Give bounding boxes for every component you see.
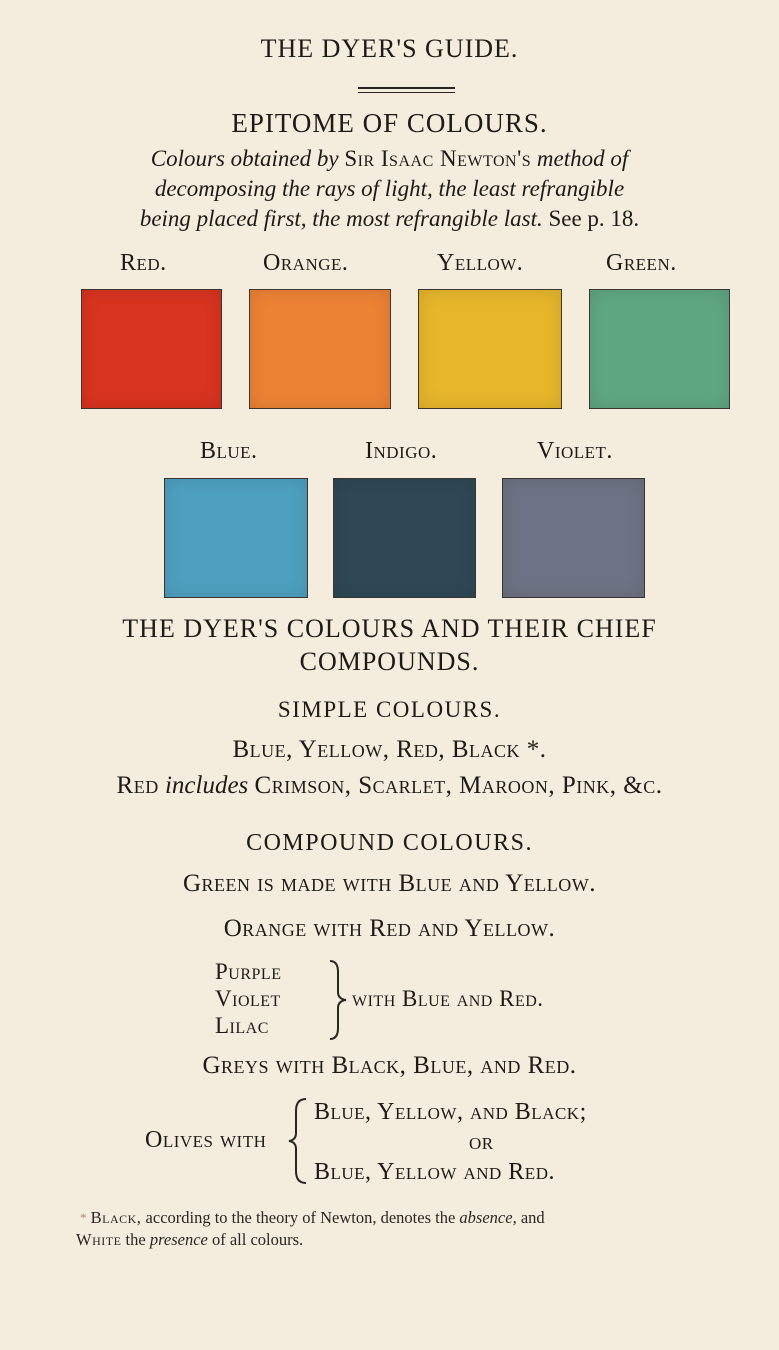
swatch-green xyxy=(589,289,730,409)
purple-label: Purple xyxy=(215,959,282,984)
simple-colours-title: SIMPLE COLOURS. xyxy=(277,697,502,722)
label-indigo: Indigo. xyxy=(365,438,438,464)
orange-line: Orange with Red and Yellow. xyxy=(223,915,556,942)
swatch-red xyxy=(81,289,222,409)
simple-colours-line: Blue, Yellow, Red, Black *. xyxy=(232,736,547,763)
olives-option-2: Blue, Yellow and Red. xyxy=(314,1159,555,1185)
epitome-title: EPITOME OF COLOURS. xyxy=(231,108,548,138)
red-includes-b: includes xyxy=(164,772,249,799)
footnote-and: and xyxy=(520,1208,545,1227)
label-violet: Violet. xyxy=(537,438,613,464)
label-orange: Orange. xyxy=(263,250,349,276)
swatch-blue xyxy=(164,478,308,598)
right-brace-icon xyxy=(326,958,350,1042)
footnote-absence: absence, xyxy=(459,1208,517,1227)
dyers-heading-1: THE DYER'S COLOURS AND THEIR CHIEF xyxy=(122,614,657,643)
red-includes-c: Crimson, Scarlet, Maroon, Pink, &c. xyxy=(254,772,663,799)
epitome-line-1 xyxy=(0,146,779,172)
footnote xyxy=(76,1207,740,1251)
label-green: Green. xyxy=(606,250,677,276)
left-brace-icon xyxy=(286,1096,310,1186)
olives-options xyxy=(314,1097,587,1187)
swatch-indigo xyxy=(333,478,476,598)
epitome-line-2: decomposing the rays of light, the least refrangible xyxy=(154,176,625,201)
purple-group-labels xyxy=(215,958,281,1039)
olives-label: Olives with xyxy=(145,1127,267,1153)
footnote-black: Black, xyxy=(90,1208,142,1227)
greys-line: Greys with Black, Blue, and Red. xyxy=(202,1052,577,1079)
dyers-heading-2: COMPOUNDS. xyxy=(299,647,480,676)
compound-colours-title: COMPOUND COLOURS. xyxy=(246,830,533,856)
newton-name: Sir Isaac Newton's xyxy=(344,146,532,171)
lilac-label: Lilac xyxy=(215,1013,269,1038)
footnote-white: White xyxy=(76,1230,122,1249)
epitome-line-3 xyxy=(0,206,779,232)
red-includes-line xyxy=(0,772,779,800)
footnote-star: * xyxy=(80,1210,87,1225)
swatch-orange xyxy=(249,289,391,409)
olives-or: or xyxy=(469,1129,494,1155)
label-blue: Blue. xyxy=(200,438,258,464)
title-rule-upper xyxy=(358,87,455,89)
olives-option-1: Blue, Yellow, and Black; xyxy=(314,1099,587,1125)
footnote-text-1: according to the theory of Newton, denotes the xyxy=(145,1208,456,1227)
swatch-violet xyxy=(502,478,645,598)
running-title: THE DYER'S GUIDE. xyxy=(260,34,519,63)
purple-with: with Blue and Red. xyxy=(352,986,544,1011)
label-yellow: Yellow. xyxy=(437,250,524,276)
epitome-line-1-c: method of xyxy=(536,146,629,171)
title-rule-lower xyxy=(358,92,455,93)
footnote-the: the xyxy=(125,1230,146,1249)
footnote-text-2: of all colours. xyxy=(211,1230,304,1249)
label-red: Red. xyxy=(120,250,167,276)
violet-label: Violet xyxy=(215,986,281,1011)
swatch-yellow xyxy=(418,289,562,409)
epitome-line-3-a: being placed first, the most refrangible last. xyxy=(139,206,543,231)
red-includes-a: Red xyxy=(116,772,159,799)
page-reference: See p. 18. xyxy=(548,206,640,231)
footnote-presence: presence xyxy=(149,1230,208,1249)
green-line: Green is made with Blue and Yellow. xyxy=(182,870,597,897)
epitome-line-1-a: Colours obtained by xyxy=(150,146,339,171)
